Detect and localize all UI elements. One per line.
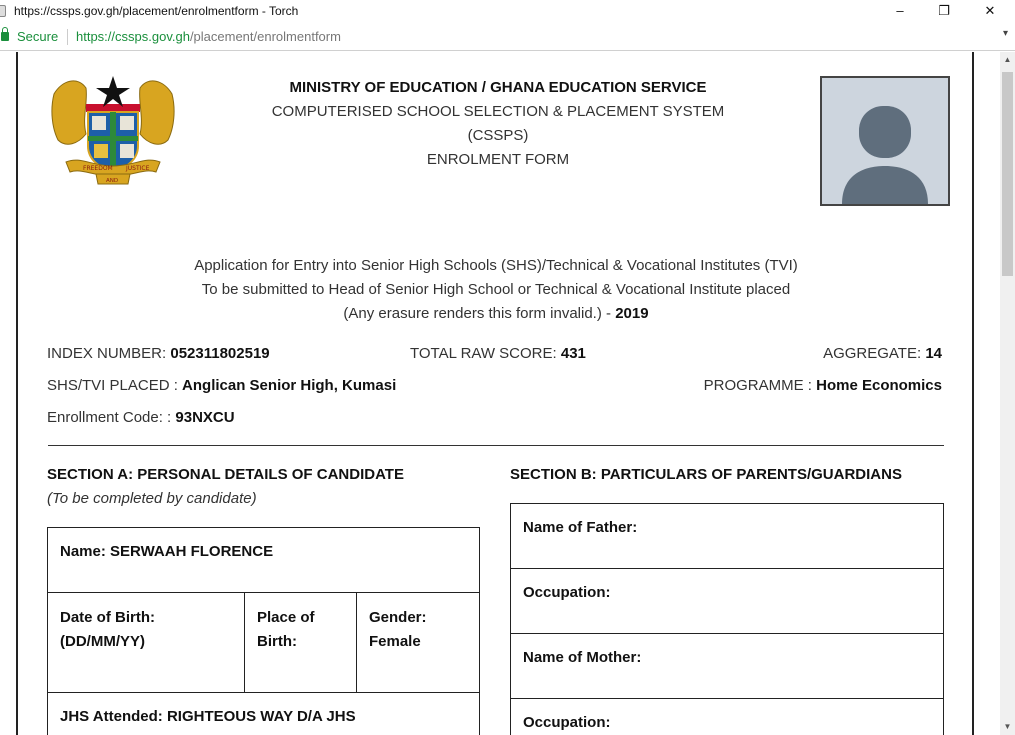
secure-label[interactable]: Secure: [17, 29, 59, 44]
gender-value: Female: [369, 633, 421, 650]
lock-icon: [1, 32, 9, 41]
aggregate-label: AGGREGATE:: [823, 345, 926, 362]
pob-label-1: Place of: [257, 609, 315, 626]
candidate-name: Name: SERWAAH FLORENCE: [60, 543, 274, 560]
intro-line-1: Application for Entry into Senior High Schools (SHS)/Technical & Vocational Institutes (TVI): [194, 257, 798, 274]
school-placed-label: SHS/TVI PLACED :: [47, 377, 183, 394]
enrolment-form: [16, 52, 974, 735]
intro-line-3: [118, 305, 874, 322]
programme-label: PROGRAMME :: [703, 377, 817, 394]
gender-label: Gender:: [369, 609, 427, 626]
aggregate-value: 14: [925, 345, 942, 362]
scroll-up-icon[interactable]: ▲: [1003, 55, 1012, 64]
total-raw-score-label: TOTAL RAW SCORE:: [410, 345, 561, 362]
index-number: [47, 345, 270, 362]
crest-scroll-right: JUSTICE: [126, 165, 150, 172]
col-divider: [244, 592, 245, 692]
dob-label: Date of Birth:: [60, 609, 155, 626]
school-placed-value: Anglican Senior High, Kumasi: [182, 377, 397, 394]
col-divider: [356, 592, 357, 692]
total-raw-score: [410, 345, 586, 362]
enrollment-code: [47, 409, 235, 426]
torch-favicon-icon: [0, 5, 6, 17]
scroll-thumb[interactable]: [1002, 72, 1013, 276]
divider: [48, 445, 944, 446]
restore-button[interactable]: ❐: [938, 3, 950, 18]
avatar-icon: [822, 78, 948, 204]
pob-field: [257, 606, 315, 654]
father-occupation: Occupation:: [523, 584, 611, 601]
index-number-value: 052311802519: [170, 345, 270, 362]
total-raw-score-value: 431: [560, 345, 586, 362]
intro-line-2: To be submitted to Head of Senior High School or Technical & Vocational Institute placed: [201, 281, 791, 298]
row-divider: [511, 568, 943, 569]
section-b-table: [510, 503, 944, 735]
address-dropdown-icon[interactable]: ▾: [1003, 28, 1009, 39]
mother-name: Name of Mother:: [523, 649, 642, 666]
row-divider: [511, 633, 943, 634]
father-name: Name of Father:: [523, 519, 638, 536]
dob-format: (DD/MM/YY): [60, 633, 145, 650]
address-bar[interactable]: [0, 24, 1015, 51]
section-b-title: SECTION B: PARTICULARS OF PARENTS/GUARDIANS: [510, 466, 902, 483]
jhs-attended: JHS Attended: RIGHTEOUS WAY D/A JHS: [60, 708, 356, 725]
row-divider: [511, 698, 943, 699]
window-title: https://cssps.gov.gh/placement/enrolmentform - Torch: [14, 4, 299, 18]
header-form-title: ENROLMENT FORM: [426, 151, 570, 168]
section-a-title: SECTION A: PERSONAL DETAILS OF CANDIDATE: [47, 466, 404, 483]
gender-field: [369, 606, 427, 654]
page-scrollbar[interactable]: [1000, 52, 1015, 735]
candidate-photo: [820, 76, 950, 206]
form-year: 2019: [615, 305, 649, 322]
header-system: COMPUTERISED SCHOOL SELECTION & PLACEMENT SYSTEM: [271, 103, 725, 120]
mother-occupation: Occupation:: [523, 714, 611, 731]
row-divider: [48, 692, 479, 693]
intro-notice: (Any erasure renders this form invalid.) -: [343, 305, 616, 322]
url-host: https://cssps.gov.gh: [76, 29, 190, 44]
url-text[interactable]: [76, 29, 341, 44]
school-placed: [47, 377, 396, 394]
dob-field: [60, 606, 155, 654]
header-acronym: (CSSPS): [467, 127, 529, 144]
window-titlebar: [0, 0, 1015, 24]
scroll-down-icon[interactable]: ▼: [1003, 722, 1012, 731]
pob-label-2: Birth:: [257, 633, 297, 650]
section-a-subtitle: (To be completed by candidate): [47, 490, 257, 507]
crest-scroll-mid: AND: [106, 178, 119, 184]
programme-value: Home Economics: [816, 377, 942, 394]
section-a-table: [47, 527, 480, 735]
crest-scroll-left: FREEDOM: [83, 165, 113, 172]
enrollment-code-label: Enrollment Code: :: [47, 409, 176, 426]
minimize-button[interactable]: –: [896, 3, 904, 18]
row-divider: [48, 592, 479, 593]
programme: [704, 377, 942, 394]
ghana-coat-of-arms-icon: [48, 74, 178, 186]
page-viewport: [0, 52, 1000, 735]
aggregate: [823, 345, 942, 362]
index-number-label: INDEX NUMBER:: [47, 345, 171, 362]
close-button[interactable]: ✕: [984, 3, 996, 18]
url-path: /placement/enrolmentform: [189, 29, 341, 44]
address-separator: [67, 29, 68, 45]
enrollment-code-value: 93NXCU: [175, 409, 235, 426]
header-ministry: MINISTRY OF EDUCATION / GHANA EDUCATION SERVICE: [289, 79, 707, 96]
